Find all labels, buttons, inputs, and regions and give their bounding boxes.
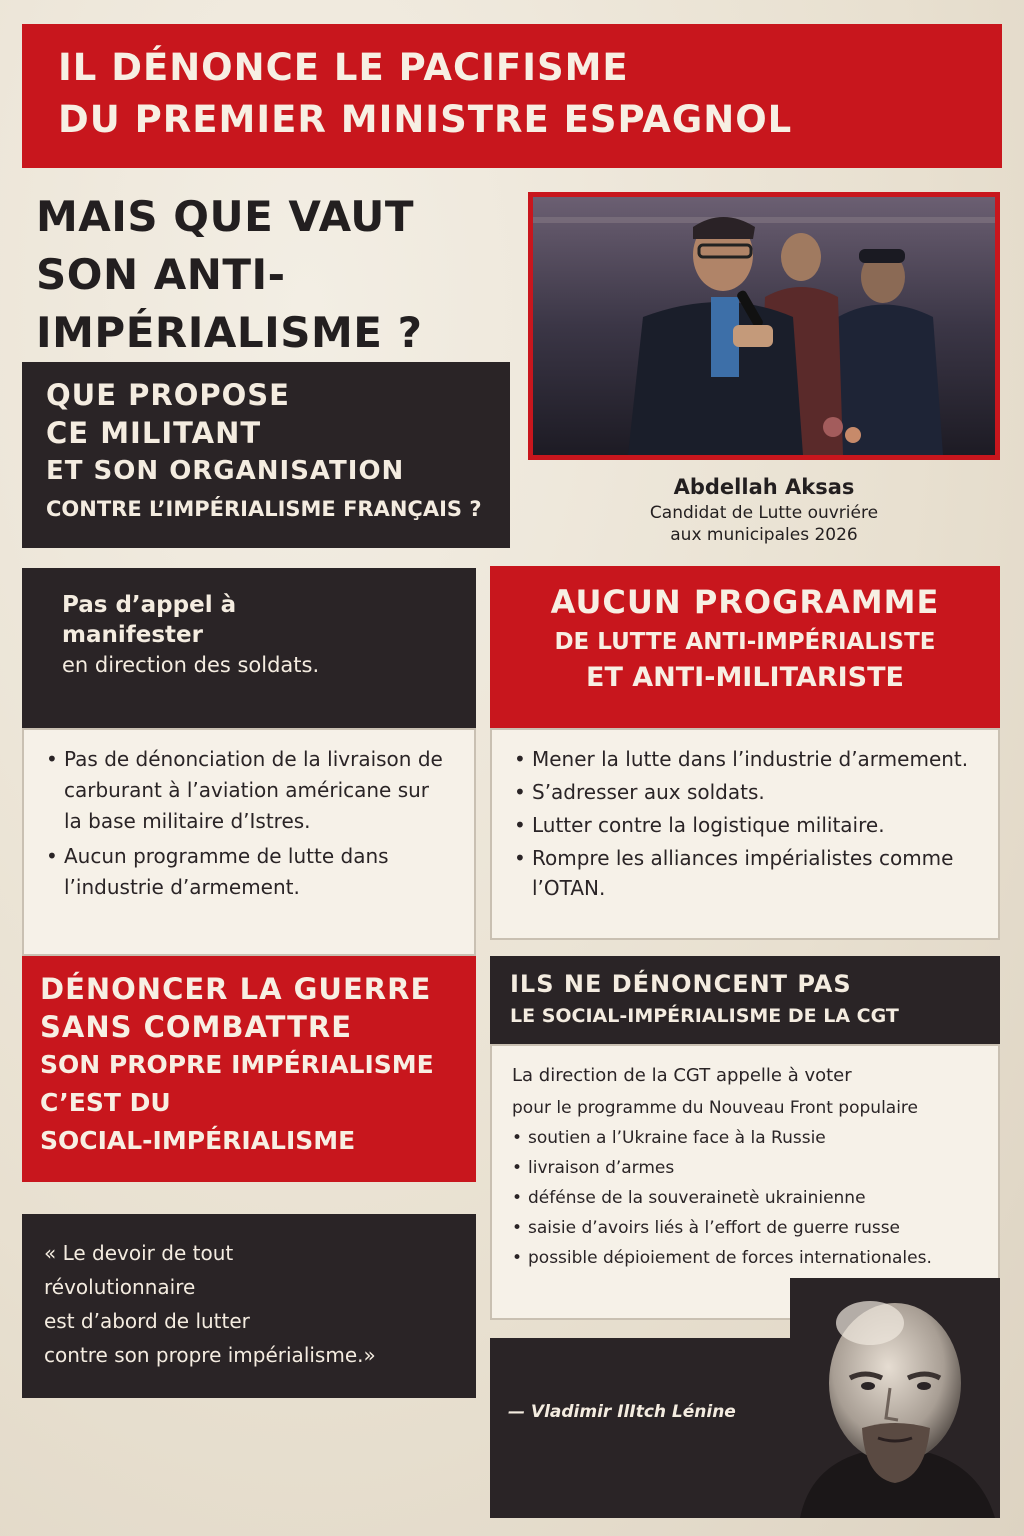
social-imp-line-5: SOCIAL-IMPÉRIALISME	[40, 1126, 356, 1155]
left-dark-line-3: en direction des soldats.	[62, 653, 320, 677]
quote-line-4: contre son propre impérialisme.»	[44, 1343, 376, 1367]
cgt-intro-line-2: pour le programme du Nouveau Front populaire	[512, 1098, 919, 1118]
left-dark-line-2: manifester	[62, 622, 203, 648]
question-line-2: CE MILITANT	[46, 416, 262, 450]
quote-box	[22, 1214, 476, 1398]
left-dark-block	[22, 568, 476, 728]
list-item: • Pas de dénonciation de la livraison de carburant à l’aviation américane sur la base militaire d’Istres.	[46, 744, 452, 837]
question-line-3: ET SON ORGANISATION	[46, 456, 405, 486]
lenin-attribution: — Vladimir IlItch Lénine	[508, 1402, 736, 1422]
photo-caption	[528, 472, 1000, 546]
list-item: • Mener la lutte dans l’industrie d’armement.	[514, 744, 976, 774]
cgt-heading-line-1: ILS NE DÉNONCENT PAS	[510, 970, 852, 998]
quote-line-2: révolutionnaire	[44, 1275, 196, 1299]
cgt-heading	[490, 956, 1000, 1044]
caption-role-line-2: aux municipales 2026	[670, 525, 858, 545]
main-title-line-2: DU PREMIER MINISTRE ESPAGNOL	[58, 98, 793, 141]
question-line-1: QUE PROPOSE	[46, 378, 290, 412]
list-item: • défénse de la souverainetè ukrainienne	[512, 1184, 978, 1213]
subtitle-line-1: MAIS QUE VAUT	[36, 192, 415, 241]
left-dark-line-1: Pas d’appel à	[62, 592, 237, 618]
social-imp-line-4: C’EST DU	[40, 1088, 171, 1117]
main-title-banner	[22, 24, 1002, 168]
caption-role-line-1: Candidat de Lutte ouvriére	[649, 503, 879, 523]
lenin-portrait-image	[790, 1278, 1000, 1518]
list-item: • saisie d’avoirs liés à l’effort de guerre russe	[512, 1214, 978, 1243]
list-item: • Rompre les alliances impérialistes comme l’OTAN.	[514, 843, 976, 903]
list-item: • S’adresser aux soldats.	[514, 777, 976, 807]
subtitle-line-3: IMPÉRIALISME ?	[36, 308, 423, 357]
cgt-intro-line-1: La direction de la CGT appelle à voter	[512, 1065, 852, 1086]
left-bullet-list	[22, 728, 476, 956]
right-red-line-2: DE LUTTE ANTI-IMPÉRIALISTE	[554, 629, 936, 655]
right-bullet-list	[490, 728, 1000, 940]
cgt-heading-line-2: LE SOCIAL-IMPÉRIALISME DE LA CGT	[510, 1005, 899, 1027]
candidate-photo	[528, 192, 1000, 460]
quote-line-3: est d’abord de lutter	[44, 1309, 250, 1333]
right-red-line-1: AUCUN PROGRAMME	[550, 583, 940, 621]
caption-name: Abdellah Aksas	[673, 475, 855, 499]
right-red-line-3: ET ANTI-MILITARISTE	[586, 662, 904, 693]
list-item: • livraison d’armes	[512, 1154, 978, 1183]
subtitle	[36, 188, 506, 362]
social-imp-line-1: DÉNONCER LA GUERRE	[40, 972, 432, 1006]
quote-line-1: « Le devoir de tout	[44, 1241, 234, 1265]
list-item: • Lutter contre la logistique militaire.	[514, 810, 976, 840]
candidate-photo-image	[533, 197, 995, 455]
list-item: • possible dépioiement de forces internationales.	[512, 1244, 978, 1273]
main-title-line-1: IL DÉNONCE LE PACIFISME	[58, 46, 629, 89]
social-imperialism-block	[22, 956, 476, 1182]
question-box	[22, 362, 510, 548]
question-line-4: CONTRE L’IMPÉRIALISME FRANÇAIS ?	[46, 497, 482, 521]
social-imp-line-2: SANS COMBATTRE	[40, 1010, 353, 1044]
social-imp-line-3: SON PROPRE IMPÉRIALISME	[40, 1050, 434, 1079]
list-item: • Aucun programme de lutte dans l’industrie d’armement.	[46, 841, 452, 903]
subtitle-line-2: SON ANTI-	[36, 250, 286, 299]
lenin-portrait	[790, 1278, 1000, 1518]
lenin-attribution-box	[490, 1338, 1000, 1518]
right-red-heading	[490, 566, 1000, 728]
list-item: • soutien a l’Ukraine face à la Russie	[512, 1124, 978, 1153]
